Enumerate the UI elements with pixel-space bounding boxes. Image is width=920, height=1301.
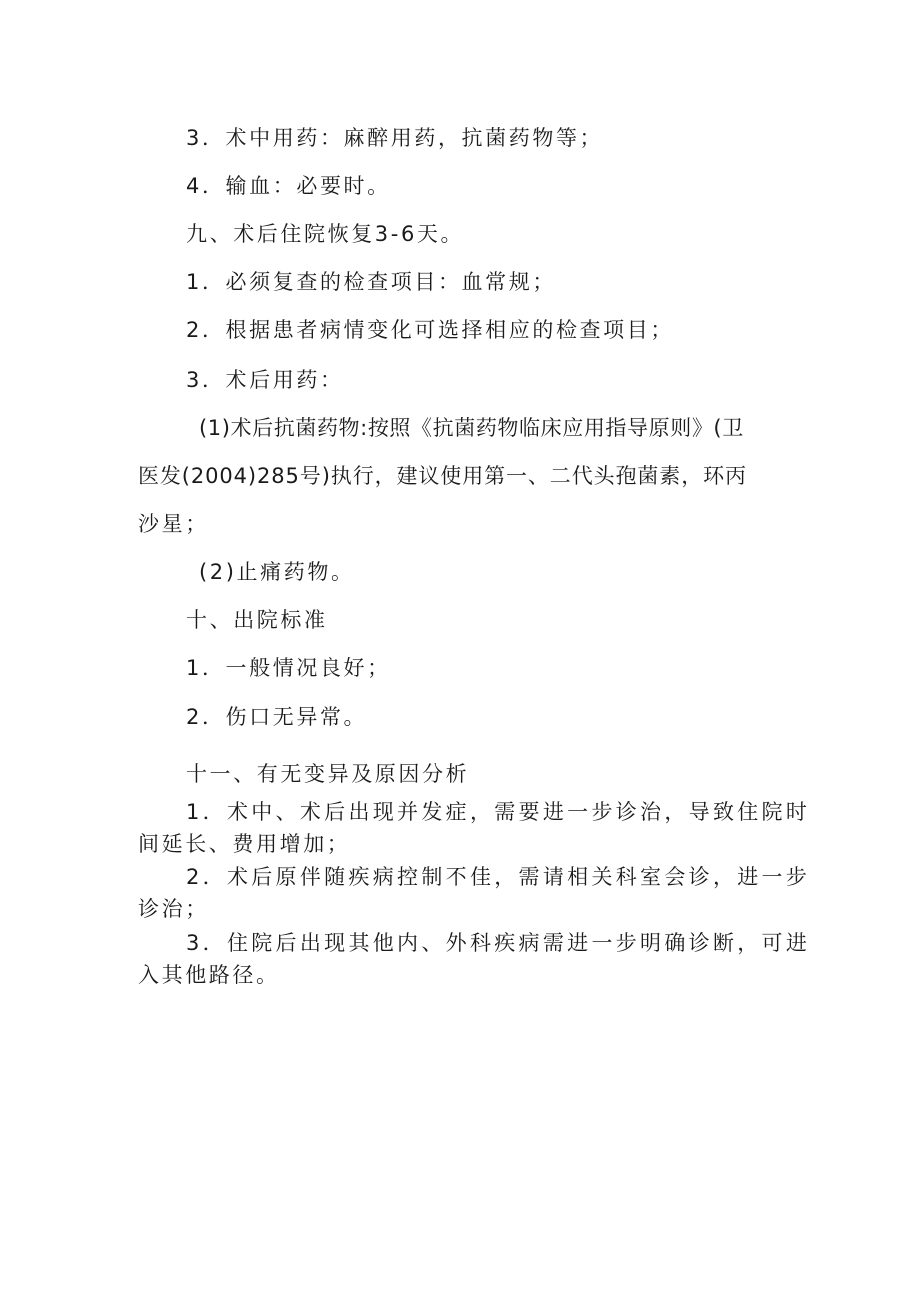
text-line: 3．术后用药： (186, 368, 344, 392)
text-line: 2．术后原伴随疾病控制不佳，需请相关科室会诊，进一步 (186, 865, 811, 889)
text-line: 4．输血：必要时。 (186, 174, 391, 198)
section-heading: 九、术后住院恢复3-6天。 (186, 222, 465, 246)
text-line: 3．住院后出现其他内、外科疾病需进一步明确诊断，可进 (186, 931, 811, 955)
text-line: 1．一般情况良好； (186, 656, 391, 680)
text-line: 医发(2004)285号)执行，建议使用第一、二代头孢菌素，环丙 (138, 464, 747, 488)
text-line: 1．必须复查的检查项目：血常规； (186, 270, 556, 294)
text-line: (1)术后抗菌药物:按照《抗菌药物临床应用指导原则》(卫 (199, 416, 744, 440)
text-line: (2)止痛药物。 (199, 560, 355, 584)
text-line: 入其他路径。 (138, 963, 280, 987)
section-heading: 十一、有无变异及原因分析 (186, 762, 470, 786)
text-line: 3．术中用药：麻醉用药，抗菌药物等； (186, 126, 604, 150)
text-line: 沙星； (138, 512, 209, 536)
text-line: 诊治； (138, 897, 209, 921)
section-heading: 十、出院标准 (186, 608, 328, 632)
text-line: 1．术中、术后出现并发症，需要进一步诊治，导致住院时 (186, 800, 811, 824)
text-line: 2．伤口无异常。 (186, 705, 368, 729)
text-line: 2．根据患者病情变化可选择相应的检查项目； (186, 318, 674, 342)
text-line: 间延长、费用增加； (138, 832, 351, 856)
